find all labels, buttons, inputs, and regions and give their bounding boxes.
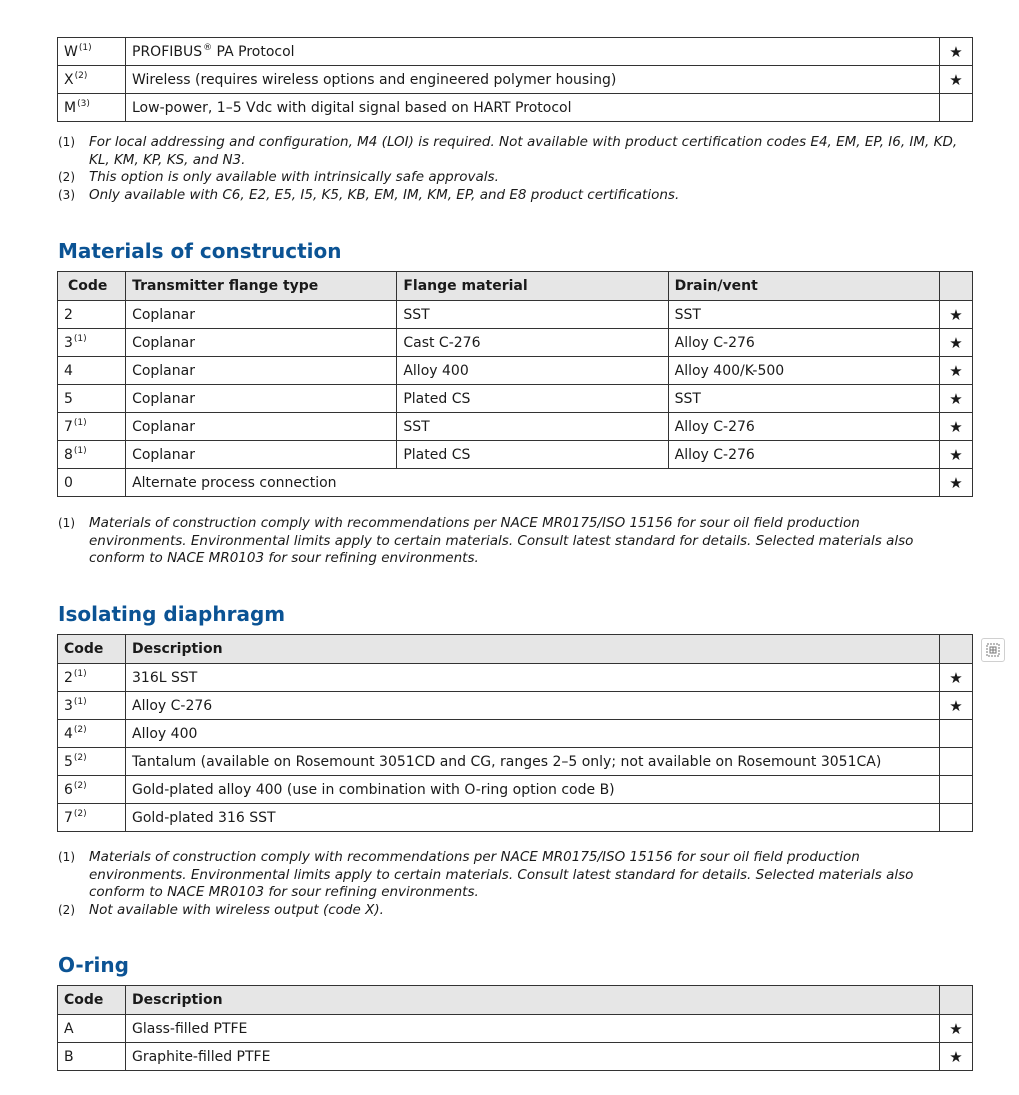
flange-material-cell: Cast C-276 [397,329,668,357]
code-cell: 3$^{(1)}$ [58,329,126,357]
description-cell: 316L SST [126,664,940,692]
star-cell [940,804,973,832]
description-cell: Glass-filled PTFE [126,1015,940,1043]
diaphragm-table [57,634,973,832]
description-cell: Graphite-filled PTFE [126,1043,940,1071]
star-cell [940,748,973,776]
description-cell: Alloy C-276 [126,692,940,720]
drain-vent-cell: Alloy C-276 [668,329,939,357]
header-star [939,272,972,301]
description-cell: Tantalum (available on Rosemount 3051CD and CG, ranges 2–5 only; not available on Rosemount 3051CA) [126,748,940,776]
code-cell: 5 [58,385,126,413]
flange-material-cell: Alloy 400 [397,357,668,385]
standard-star-icon: ★ [940,664,973,692]
code-cell: 5$^{(2)}$ [58,748,126,776]
code-cell: 8$^{(1)}$ [58,441,126,469]
code-cell: 6$^{(2)}$ [58,776,126,804]
output-footnotes [58,134,958,204]
description-cell: Gold-plated 316 SST [126,804,940,832]
star-cell [940,776,973,804]
table-row [58,94,973,122]
table-row [58,748,973,776]
description-cell: Low-power, 1–5 Vdc with digital signal based on HART Protocol [126,94,940,122]
standard-star-icon: ★ [939,329,972,357]
header-row [58,986,973,1015]
table-row [58,1043,973,1071]
drain-vent-cell: SST [668,301,939,329]
materials-footnotes [58,515,958,568]
footnote: (2) Not available with wireless output (code X). [58,901,384,918]
code-cell: 4 [58,357,126,385]
table-row [58,441,973,469]
standard-star-icon: ★ [939,301,972,329]
flange-material-cell: SST [397,301,668,329]
footnote: (2) This option is only available with intrinsically safe approvals. [58,169,499,185]
flange-type-cell: Coplanar [126,441,397,469]
standard-star-icon: ★ [940,38,973,66]
code-cell: 0 [58,469,126,497]
drain-vent-cell: Alloy 400/K-500 [668,357,939,385]
table-row [58,329,973,357]
header-code: Code [58,272,126,301]
footnote: (3) Only available with C6, E2, E5, I5, K5, KB, EM, IM, KM, EP, and E8 product certifications. [58,186,680,203]
standard-star-icon: ★ [939,413,972,441]
flange-material-cell: Plated CS [397,441,668,469]
output-table [57,37,973,122]
code-cell: 3$^{(1)}$ [58,692,126,720]
table-row [58,664,973,692]
standard-star-icon: ★ [939,441,972,469]
header-description: Description [126,635,940,664]
header-description: Description [126,986,940,1015]
code-cell: 4$^{(2)}$ [58,720,126,748]
diaphragm-footnotes [58,849,958,919]
description-cell: Wireless (requires wireless options and engineered polymer housing) [126,66,940,94]
table-select-icon[interactable] [981,638,1005,662]
section-title-oring: O-ring [58,953,129,977]
footnote: (1) Materials of construction comply with recommendations per NACE MR0175/ISO 15156 for sour oil field production environments. Environmental limits apply to certain materials. Consult latest standard for details. Selected materials also conform to NACE MR0103 for sour refining environments. [58,849,914,900]
header-flange-material: Flange material [397,272,668,301]
description-cell: PROFIBUS® PA Protocol [126,38,940,66]
flange-type-cell: Coplanar [126,301,397,329]
code-cell: 2$^{(1)}$ [58,664,126,692]
code-cell: $X^{(2)}$ [58,66,126,94]
table-row [58,301,973,329]
header-code: Code [58,986,126,1015]
flange-type-cell: Coplanar [126,413,397,441]
standard-star-icon: ★ [940,1043,973,1071]
code-cell: B [58,1043,126,1071]
header-code: Code [58,635,126,664]
flange-material-cell: Plated CS [397,385,668,413]
standard-star-icon: ★ [940,692,973,720]
header-row [58,635,973,664]
table-row [58,776,973,804]
drain-vent-cell: SST [668,385,939,413]
header-drain-vent: Drain/vent [668,272,939,301]
code-cell: 2 [58,301,126,329]
standard-star-icon: ★ [939,385,972,413]
code-cell: 7$^{(2)}$ [58,804,126,832]
flange-type-cell: Coplanar [126,329,397,357]
standard-star-icon: ★ [940,66,973,94]
standard-star-icon: ★ [939,469,972,497]
table-row [58,413,973,441]
code-cell: $M^{(3)}$ [58,94,126,122]
flange-type-cell: Coplanar [126,357,397,385]
header-flange-type: Transmitter flange type [126,272,397,301]
oring-table [57,985,973,1071]
table-select-icon-glyph [986,643,1000,657]
star-cell [940,94,973,122]
table-row [58,38,973,66]
footnote: (1) Materials of construction comply with recommendations per NACE MR0175/ISO 15156 for sour oil field production environments. Environmental limits apply to certain materials. Consult latest standard for details. Selected materials also conform to NACE MR0103 for sour refining environments. [58,515,914,566]
table-row [58,692,973,720]
section-title-materials: Materials of construction [58,239,342,263]
standard-star-icon: ★ [940,1015,973,1043]
code-cell: $W^{(1)}$ [58,38,126,66]
flange-type-cell: Coplanar [126,385,397,413]
table-row [58,804,973,832]
header-row [58,272,973,301]
table-row [58,357,973,385]
section-title-diaphragm: Isolating diaphragm [58,602,286,626]
footnote: (1) For local addressing and configuration, M4 (LOI) is required. Not available with product certification codes E4, EM, EP, I6, IM, KD, KL, KM, KP, KS, and N3. [58,134,958,168]
table-row [58,66,973,94]
table-row [58,469,973,497]
star-cell [940,720,973,748]
code-cell: A [58,1015,126,1043]
header-star [940,635,973,664]
header-star [940,986,973,1015]
description-cell: Alternate process connection [126,469,940,497]
materials-table [57,271,973,497]
table-row [58,385,973,413]
description-cell: Alloy 400 [126,720,940,748]
flange-material-cell: SST [397,413,668,441]
drain-vent-cell: Alloy C-276 [668,413,939,441]
table-row [58,720,973,748]
description-cell: Gold-plated alloy 400 (use in combination with O-ring option code B) [126,776,940,804]
table-row [58,1015,973,1043]
code-cell: 7$^{(1)}$ [58,413,126,441]
drain-vent-cell: Alloy C-276 [668,441,939,469]
standard-star-icon: ★ [939,357,972,385]
